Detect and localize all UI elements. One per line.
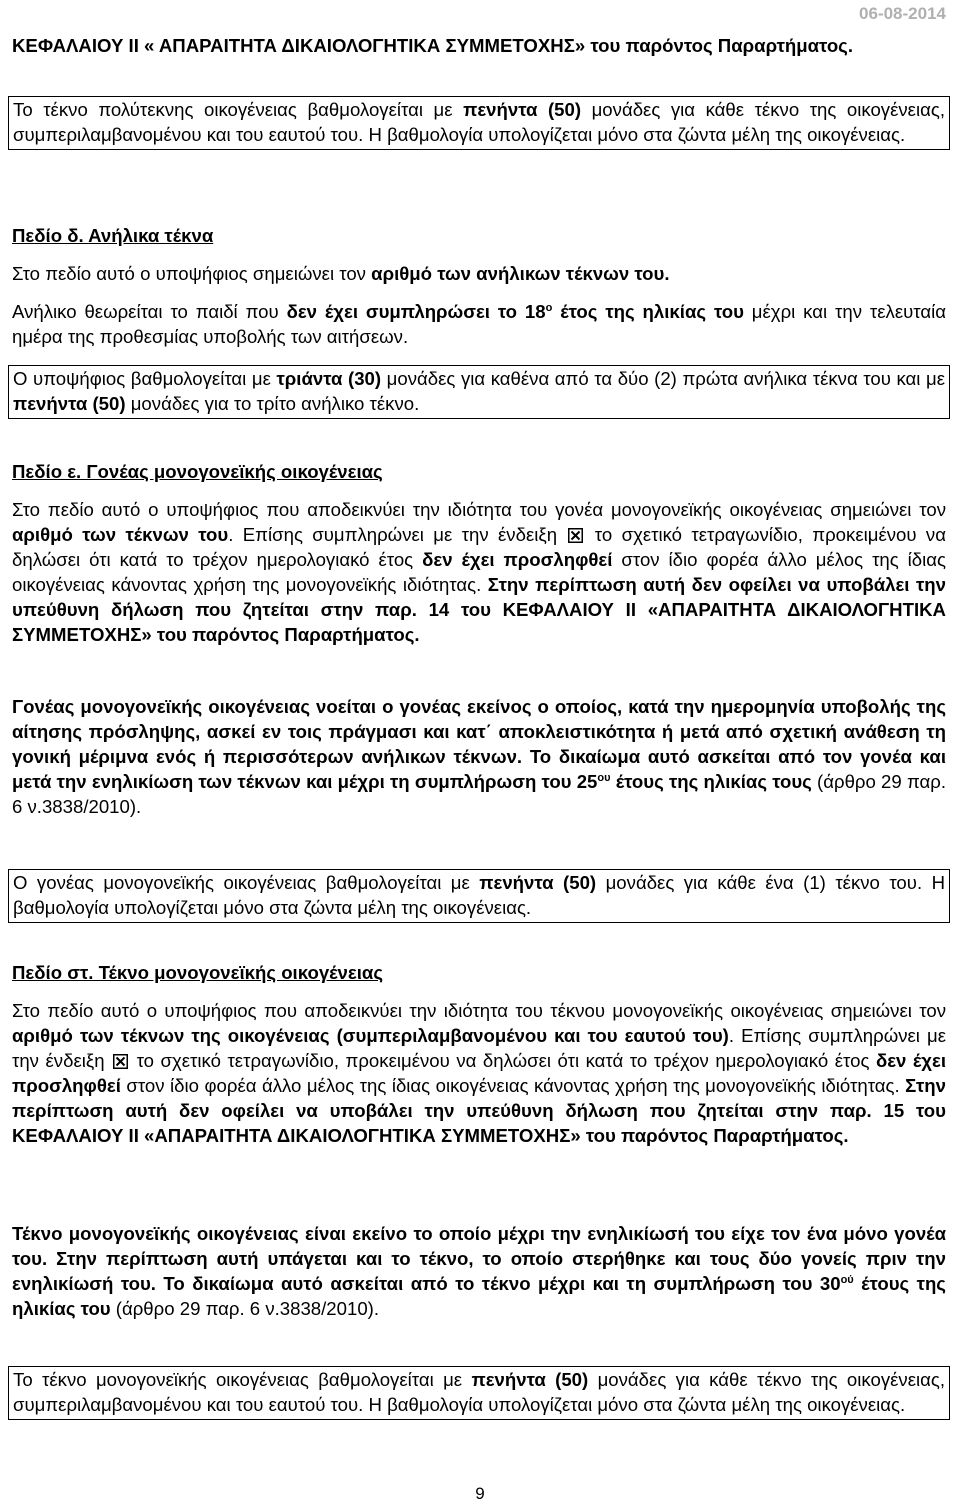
section-e-p2-bold-2: έτους της ηλικίας τους bbox=[610, 771, 812, 792]
intro-continuation: ΚΕΦΑΛΑΙΟΥ ΙΙ « ΑΠΑΡΑΙΤΗΤΑ ΔΙΚΑΙΟΛΟΓΗΤΙΚΑ ΣΥΜΜΕΤΟΧΗΣ» του παρόντος Παραρτήματος. bbox=[12, 35, 854, 56]
section-e-p1-text-4: στον ίδιο φορέα άλλο μέλος της ίδιας οικογένειας κάνοντας χρήση της μονογονεϊκής ιδιότητας. bbox=[12, 549, 947, 595]
section-st-p2-sup: ού bbox=[840, 1273, 854, 1286]
checkbox-x-icon bbox=[113, 1054, 128, 1069]
section-d-p2-text-1: Ανήλικο θεωρείται το παιδί που bbox=[12, 301, 287, 322]
intro-scoring-box bbox=[8, 96, 950, 150]
section-d-p2-text-2: μέχρι και την τελευταία ημέρα της προθεσμίας υποβολής των αιτήσεων. bbox=[12, 301, 946, 347]
section-e-p2-bold-1: Γονέας μονογονεϊκής οικογένειας νοείται ο γονέας εκείνος ο οποίος, κατά την ημερομηνία υποβολής της αίτησης πρόσληψης, ασκεί εν τοις πράγμασι και κατ΄ αποκλειστικότητα ή μετά από σχετική ανάθεση τη γονική μέριμνα ενός ή περισσότερων ανήλικων τέκνων. Το δικαίωμα αυτό ασκείται από τον γονέα και μετά την ενηλικίωση των τέκνων και μέχρι τη συμπλήρωση του 25 bbox=[12, 696, 946, 792]
section-st-p1-bold-2: δεν έχει προσληφθεί bbox=[12, 1050, 946, 1096]
section-d-box-points-1: τριάντα (30) bbox=[276, 368, 382, 389]
section-e-p1-bold-3: Στην περίπτωση αυτή δεν οφείλει να υποβάλει την υπεύθυνη δήλωση που ζητείται στην παρ. 14 του ΚΕΦΑΛΑΙΟΥ ΙΙ «ΑΠΑΡΑΙΤΗΤΑ ΔΙΚΑΙΟΛΟΓΗΤΙΚΑ ΣΥΜΜΕΤΟΧΗΣ» του παρόντος Παραρτήματος. bbox=[12, 574, 947, 645]
section-e-box-points: πενήντα (50) bbox=[479, 872, 597, 893]
intro-scoring-text-1: Το τέκνο πολύτεκνης οικογένειας βαθμολογείται με bbox=[13, 99, 464, 120]
section-e-box-text-1: Ο γονέας μονογονεϊκής οικογένειας βαθμολογείται με bbox=[13, 872, 480, 893]
section-d-box-text-1: Ο υποψήφιος βαθμολογείται με bbox=[13, 368, 277, 389]
section-st-box-points: πενήντα (50) bbox=[471, 1369, 589, 1390]
section-st-p1-text-2: . Επίσης συμπληρώνει με την ένδειξη bbox=[12, 1025, 946, 1071]
section-d-p2-sup: ο bbox=[545, 301, 553, 314]
section-d-box-text-2: μονάδες για καθένα από τα δύο (2) πρώτα ανήλικα τέκνα του και με bbox=[381, 368, 946, 389]
section-st-p1-bold-3: Στην περίπτωση αυτή δεν οφείλει να υποβάλει την υπεύθυνη δήλωση που ζητείται στην παρ. 15 του ΚΕΦΑΛΑΙΟΥ ΙΙ «ΑΠΑΡΑΙΤΗΤΑ ΔΙΚΑΙΟΛΟΓΗΤΙΚΑ ΣΥΜΜΕΤΟΧΗΣ» του παρόντος Παραρτήματος. bbox=[12, 1075, 946, 1146]
section-e-p1-bold-2: δεν έχει προσληφθεί bbox=[422, 549, 613, 570]
section-e-box-text-2: μονάδες για κάθε ένα (1) τέκνο του. Η βαθμολογία υπολογίζεται μόνο στα ζώντα μέλη της οικογένειας. bbox=[13, 872, 946, 918]
section-st-box-text-2: μονάδες για κάθε τέκνο της οικογένειας, συμπεριλαμβανομένου και του εαυτού του. Η βαθμολογία υπολογίζεται μόνο στα ζώντα μέλη της οικογένειας. bbox=[13, 1369, 945, 1415]
section-st-box-text-1: Το τέκνο μονογονεϊκής οικογένειας βαθμολογείται με bbox=[13, 1369, 472, 1390]
section-e-p1-bold-1: αριθμό των τέκνων του bbox=[12, 524, 229, 545]
section-e-p1-text-1: Στο πεδίο αυτό ο υποψήφιος που αποδεικνύει την ιδιότητα του γονέα μονογονεϊκής οικογένειας σημειώνει τον bbox=[12, 499, 946, 520]
section-e-heading: Πεδίο ε. Γονέας μονογονεϊκής οικογένειας bbox=[12, 461, 383, 482]
section-e-paragraph-1 bbox=[12, 497, 946, 647]
section-d-p1-bold: αριθμό των ανήλικων τέκνων του. bbox=[371, 263, 670, 284]
checkbox-x-icon bbox=[568, 528, 583, 543]
section-st-paragraph-2 bbox=[12, 1221, 946, 1321]
section-e-scoring-box bbox=[8, 869, 950, 923]
intro-scoring-points: πενήντα (50) bbox=[463, 99, 582, 120]
section-st-p1-bold-1: αριθμό των τέκνων της οικογένειας (συμπεριλαμβανομένου και του εαυτού του) bbox=[12, 1025, 729, 1046]
section-e-p1-text-2: . Επίσης συμπληρώνει με την ένδειξη bbox=[228, 524, 567, 545]
section-st-p2-bold-1: Τέκνο μονογονεϊκής οικογένειας είναι εκείνο το οποίο μέχρι την ενηλικίωσή του είχε τον ένα μόνο γονέα του. Στην περίπτωση αυτή υπάγεται και το τέκνο, το οποίο στερήθηκε και τους δύο γονείς πριν την ενηλικίωσή του. Το δικαίωμα αυτό ασκείται από το τέκνο μέχρι και τη συμπλήρωση του 30 bbox=[12, 1223, 946, 1294]
section-e-p2-text: (άρθρο 29 παρ. 6 ν.3838/2010). bbox=[12, 771, 946, 817]
section-st-paragraph-1 bbox=[12, 998, 946, 1148]
section-st-p1-text-1: Στο πεδίο αυτό ο υποψήφιος που αποδεικνύει την ιδιότητα του τέκνου μονογονεϊκής οικογένειας σημειώνει τον bbox=[12, 1000, 946, 1021]
header-date: 06-08-2014 bbox=[859, 4, 946, 23]
section-d-p2-bold-1: δεν έχει συμπληρώσει το 18 bbox=[286, 301, 546, 322]
section-st-heading: Πεδίο στ. Τέκνο μονογονεϊκής οικογένειας bbox=[12, 962, 383, 983]
intro-scoring-text-2: μονάδες για κάθε τέκνο της οικογένειας, συμπεριλαμβανομένου και του εαυτού του. Η βαθμολογία υπολογίζεται μόνο στα ζώντα μέλη της οικογένειας. bbox=[13, 99, 945, 145]
section-d-scoring-box bbox=[8, 365, 950, 419]
section-d-paragraph-1 bbox=[12, 261, 946, 286]
section-st-p2-text: (άρθρο 29 παρ. 6 ν.3838/2010). bbox=[110, 1298, 380, 1319]
section-d-p1-text: Στο πεδίο αυτό ο υποψήφιος σημειώνει τον bbox=[12, 263, 372, 284]
section-d-heading: Πεδίο δ. Ανήλικα τέκνα bbox=[12, 225, 214, 246]
section-e-p2-sup: ου bbox=[597, 771, 611, 784]
section-d-box-points-2: πενήντα (50) bbox=[13, 393, 126, 414]
section-st-p1-text-3: το σχετικό τετραγωνίδιο, προκειμένου να δηλώσει ότι κατά το τρέχον ημερολογιακό έτος bbox=[130, 1050, 876, 1071]
section-st-p2-bold-2: έτους της ηλικίας του bbox=[12, 1273, 946, 1319]
page-number: 9 bbox=[475, 1484, 485, 1503]
section-d-p2-bold-2: έτος της ηλικίας του bbox=[552, 301, 744, 322]
section-d-box-text-3: μονάδες για το τρίτο ανήλικο τέκνο. bbox=[125, 393, 420, 414]
section-d-paragraph-2 bbox=[12, 299, 946, 349]
section-st-p1-text-4: στον ίδιο φορέα άλλο μέλος της ίδιας οικογένειας κάνοντας χρήση της μονογονεϊκής ιδιότητας. bbox=[120, 1075, 906, 1096]
section-e-paragraph-2 bbox=[12, 694, 946, 819]
section-st-scoring-box bbox=[8, 1366, 950, 1420]
section-e-p1-text-3: το σχετικό τετραγωνίδιο, προκειμένου να δηλώσει ότι κατά το τρέχον ημερολογιακό έτος bbox=[12, 524, 946, 570]
